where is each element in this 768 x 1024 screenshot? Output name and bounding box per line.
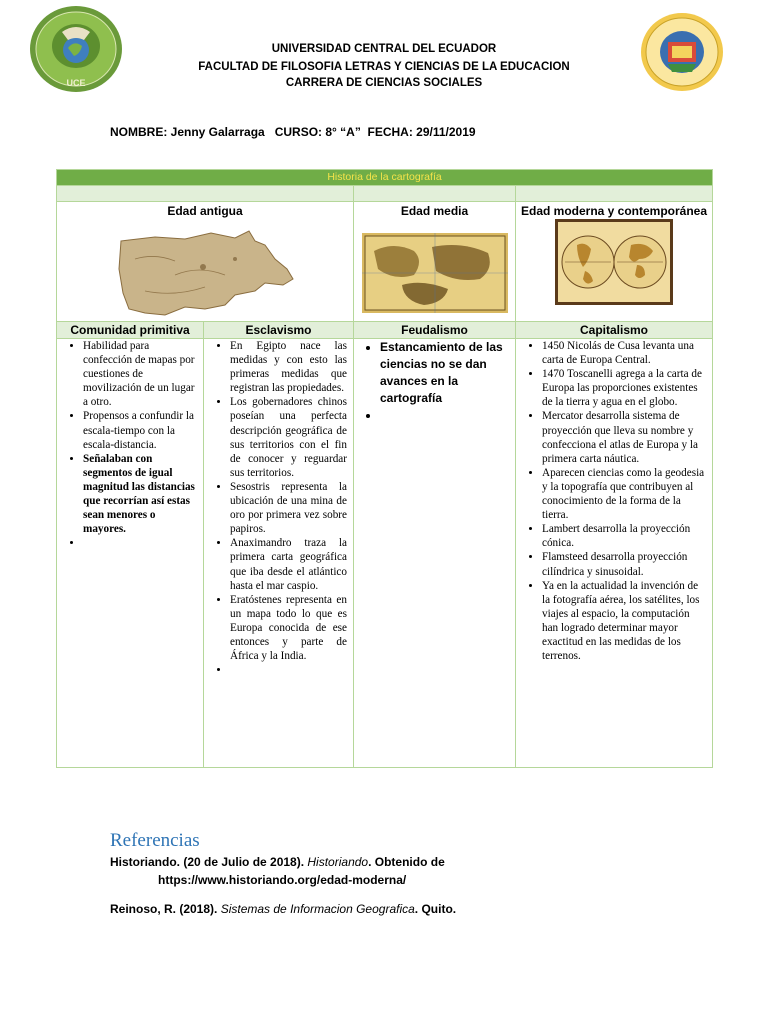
list-item: • Mercator desarrolla sistema de proyección que lleva su nombre y confecciona el atlas de Europa y la primera carta náutica. <box>542 409 706 465</box>
era-antigua-label: Edad antigua <box>167 204 243 218</box>
era-media-cell <box>354 202 516 322</box>
university-name: UNIVERSIDAD CENTRAL DEL ECUADOR <box>271 43 497 55</box>
comunidad-primitiva-cell <box>57 339 204 768</box>
era-moderna-cell <box>516 202 713 322</box>
list-item: • Sesostris representa la ubicación de una mina de oro por primera vez sobre papiros. <box>230 480 347 536</box>
list-item: • Propensos a confundir la escala-tiempo con la escala-distancia. <box>83 409 195 451</box>
era-media-label: Edad media <box>400 204 469 218</box>
list-item: • Habilidad para confección de mapas por cuestiones de movilización de un lugar a otro. <box>83 339 195 409</box>
faculty-name: FACULTAD DE FILOSOFIA LETRAS Y CIENCIAS DE LA EDUCACION <box>198 61 570 73</box>
sub-capitalismo: Capitalismo <box>516 322 713 339</box>
list-item: • 1450 Nicolás de Cusa levanta una carta de Europa Central. <box>542 339 706 367</box>
table-title: Historia de la cartografía <box>57 170 713 186</box>
list-item: • Estancamiento de las ciencias no se dan avances en la cartografía <box>380 339 509 407</box>
list-item: • Lambert desarrolla la proyección cónica. <box>542 522 706 550</box>
career-name: CARRERA DE CIENCIAS SOCIALES <box>285 77 483 89</box>
modern-world-map-image <box>555 219 673 305</box>
list-item <box>83 536 195 550</box>
sub-feudalismo: Feudalismo <box>354 322 516 339</box>
list-item <box>380 407 509 424</box>
sub-comunidad-primitiva: Comunidad primitiva <box>57 322 204 339</box>
sub-esclavismo: Esclavismo <box>204 322 354 339</box>
logo-left-text: UCE <box>66 78 86 88</box>
list-item: • En Egipto nace las medidas y con esto las primeras medidas que registran las propiedades. <box>230 339 347 395</box>
list-item: • Eratóstenes representa en un mapa todo lo que es Europa conocida de ese entonces y parte de África y la India. <box>230 593 347 663</box>
ancient-map-image <box>115 229 295 321</box>
reference-1: Historiando. (20 de Julio de 2018). Historiando. Obtenido de <box>110 855 445 869</box>
list-item: • Ya en la actualidad la invención de la fotografía aérea, los satélites, los viajes al espacio, la computación han logrado determinar mayor exactitud en las medidas de los terrenos. <box>542 579 706 664</box>
student-info-line: NOMBRE: Jenny Galarraga CURSO: 8° “A” FECHA: 29/11/2019 <box>110 125 476 139</box>
list-item: • Señalaban con segmentos de igual magnitud las distancias que recorrían así estas sean menores o mayores. <box>83 452 195 537</box>
list-item: • Flamsteed desarrolla proyección cilíndrica y sinusoidal. <box>542 550 706 578</box>
capitalismo-cell <box>516 339 713 768</box>
list-item: • Aparecen ciencias como la geodesia y la topografía que contribuyen al conocimiento de la forma de la tierra. <box>542 466 706 522</box>
list-item: • Anaximandro traza la primera carta geográfica que iba desde el atlántico hasta el mar caspio. <box>230 536 347 592</box>
feudalismo-cell <box>354 339 516 768</box>
era-moderna-label: Edad moderna y contemporánea <box>520 204 708 218</box>
cartography-history-table <box>56 169 713 768</box>
medieval-map-image <box>362 233 508 313</box>
reference-2: Reinoso, R. (2018). Sistemas de Informacion Geografica. Quito. <box>110 902 457 916</box>
list-item: • Los gobernadores chinos poseían una perfecta descripción geográfica de sus territorios con el fin de conocer y reguardar sus territorios. <box>230 395 347 480</box>
esclavismo-cell <box>204 339 354 768</box>
list-item: • 1470 Toscanelli agrega a la carta de Europa las proporciones existentes de la tierra y agua en el globo. <box>542 367 706 409</box>
references-heading: Referencias <box>110 830 200 851</box>
era-antigua-cell <box>57 202 354 322</box>
list-item <box>230 663 347 677</box>
reference-1-url: https://www.historiando.org/edad-moderna/ <box>158 873 407 887</box>
